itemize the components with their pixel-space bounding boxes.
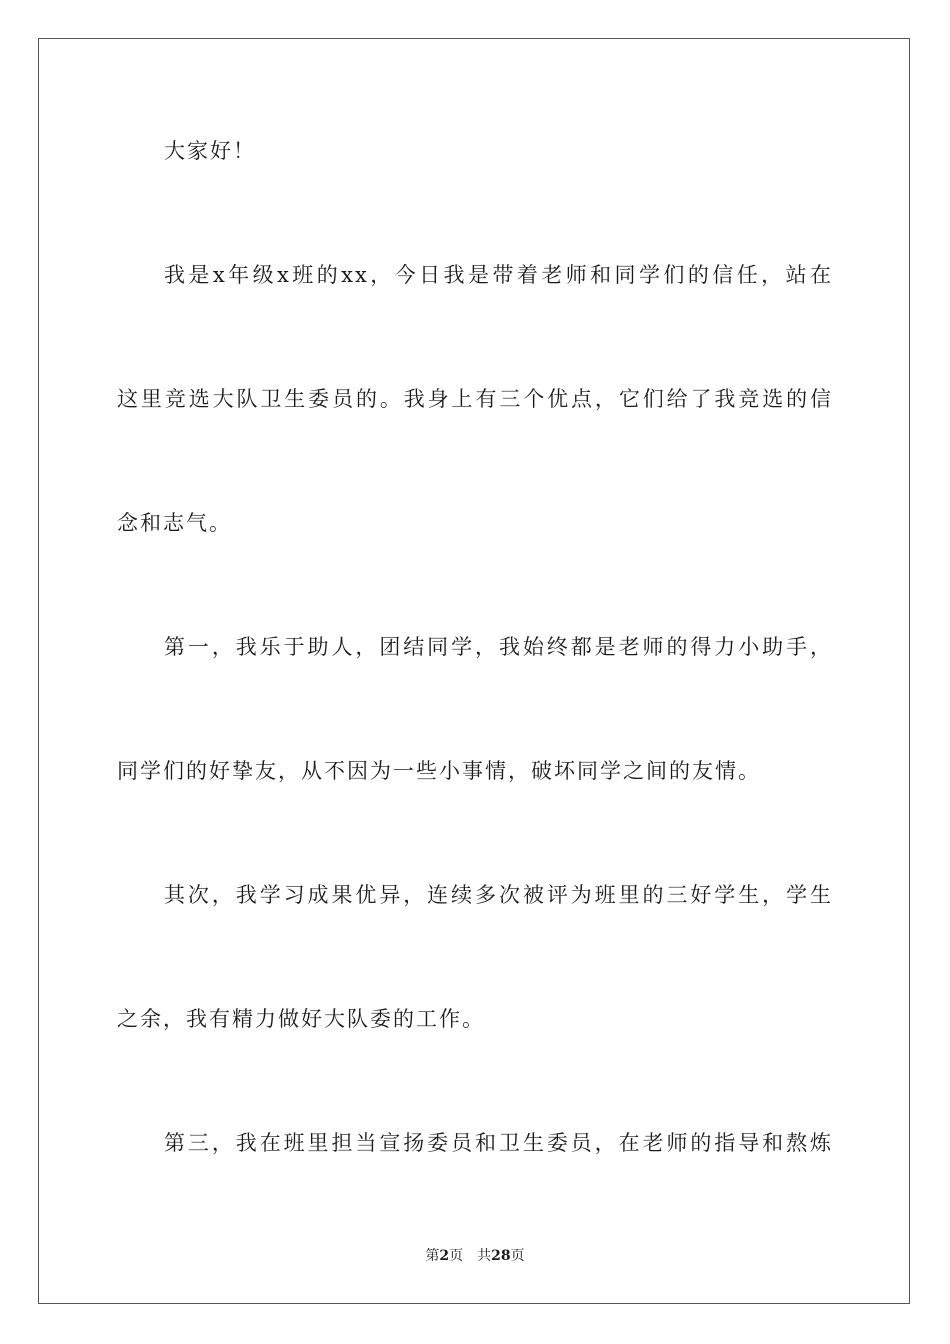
paragraph-line-4: 念和志气。: [117, 511, 232, 535]
paragraph-line-7: 其次，我学习成果优异，连续多次被评为班里的三好学生，学生: [164, 883, 833, 907]
page-number: 2: [439, 1248, 450, 1264]
page-frame: [38, 38, 910, 1304]
paragraph-line-3: 这里竞选大队卫生委员的。我身上有三个优点，它们给了我竞选的信: [117, 387, 833, 411]
total-prefix: 共: [477, 1248, 492, 1264]
page-prefix: 第: [425, 1248, 440, 1264]
total-pages: 28: [491, 1248, 511, 1264]
paragraph-line-8: 之余，我有精力做好大队委的工作。: [117, 1007, 485, 1031]
paragraph-line-6: 同学们的好挚友，从不因为一些小事情，破坏同学之间的友情。: [117, 759, 761, 783]
paragraph-line-1: 大家好！: [164, 139, 256, 163]
page-footer: [0, 1247, 950, 1265]
paragraph-line-9: 第三，我在班里担当宣扬委员和卫生委员，在老师的指导和熬炼: [164, 1131, 833, 1155]
page-suffix: 页: [449, 1248, 464, 1264]
paragraph-line-5: 第一，我乐于助人，团结同学，我始终都是老师的得力小助手，: [164, 635, 833, 659]
paragraph-line-2: 我是x年级x班的xx，今日我是带着老师和同学们的信任，站在: [164, 263, 833, 287]
total-suffix: 页: [510, 1248, 525, 1264]
